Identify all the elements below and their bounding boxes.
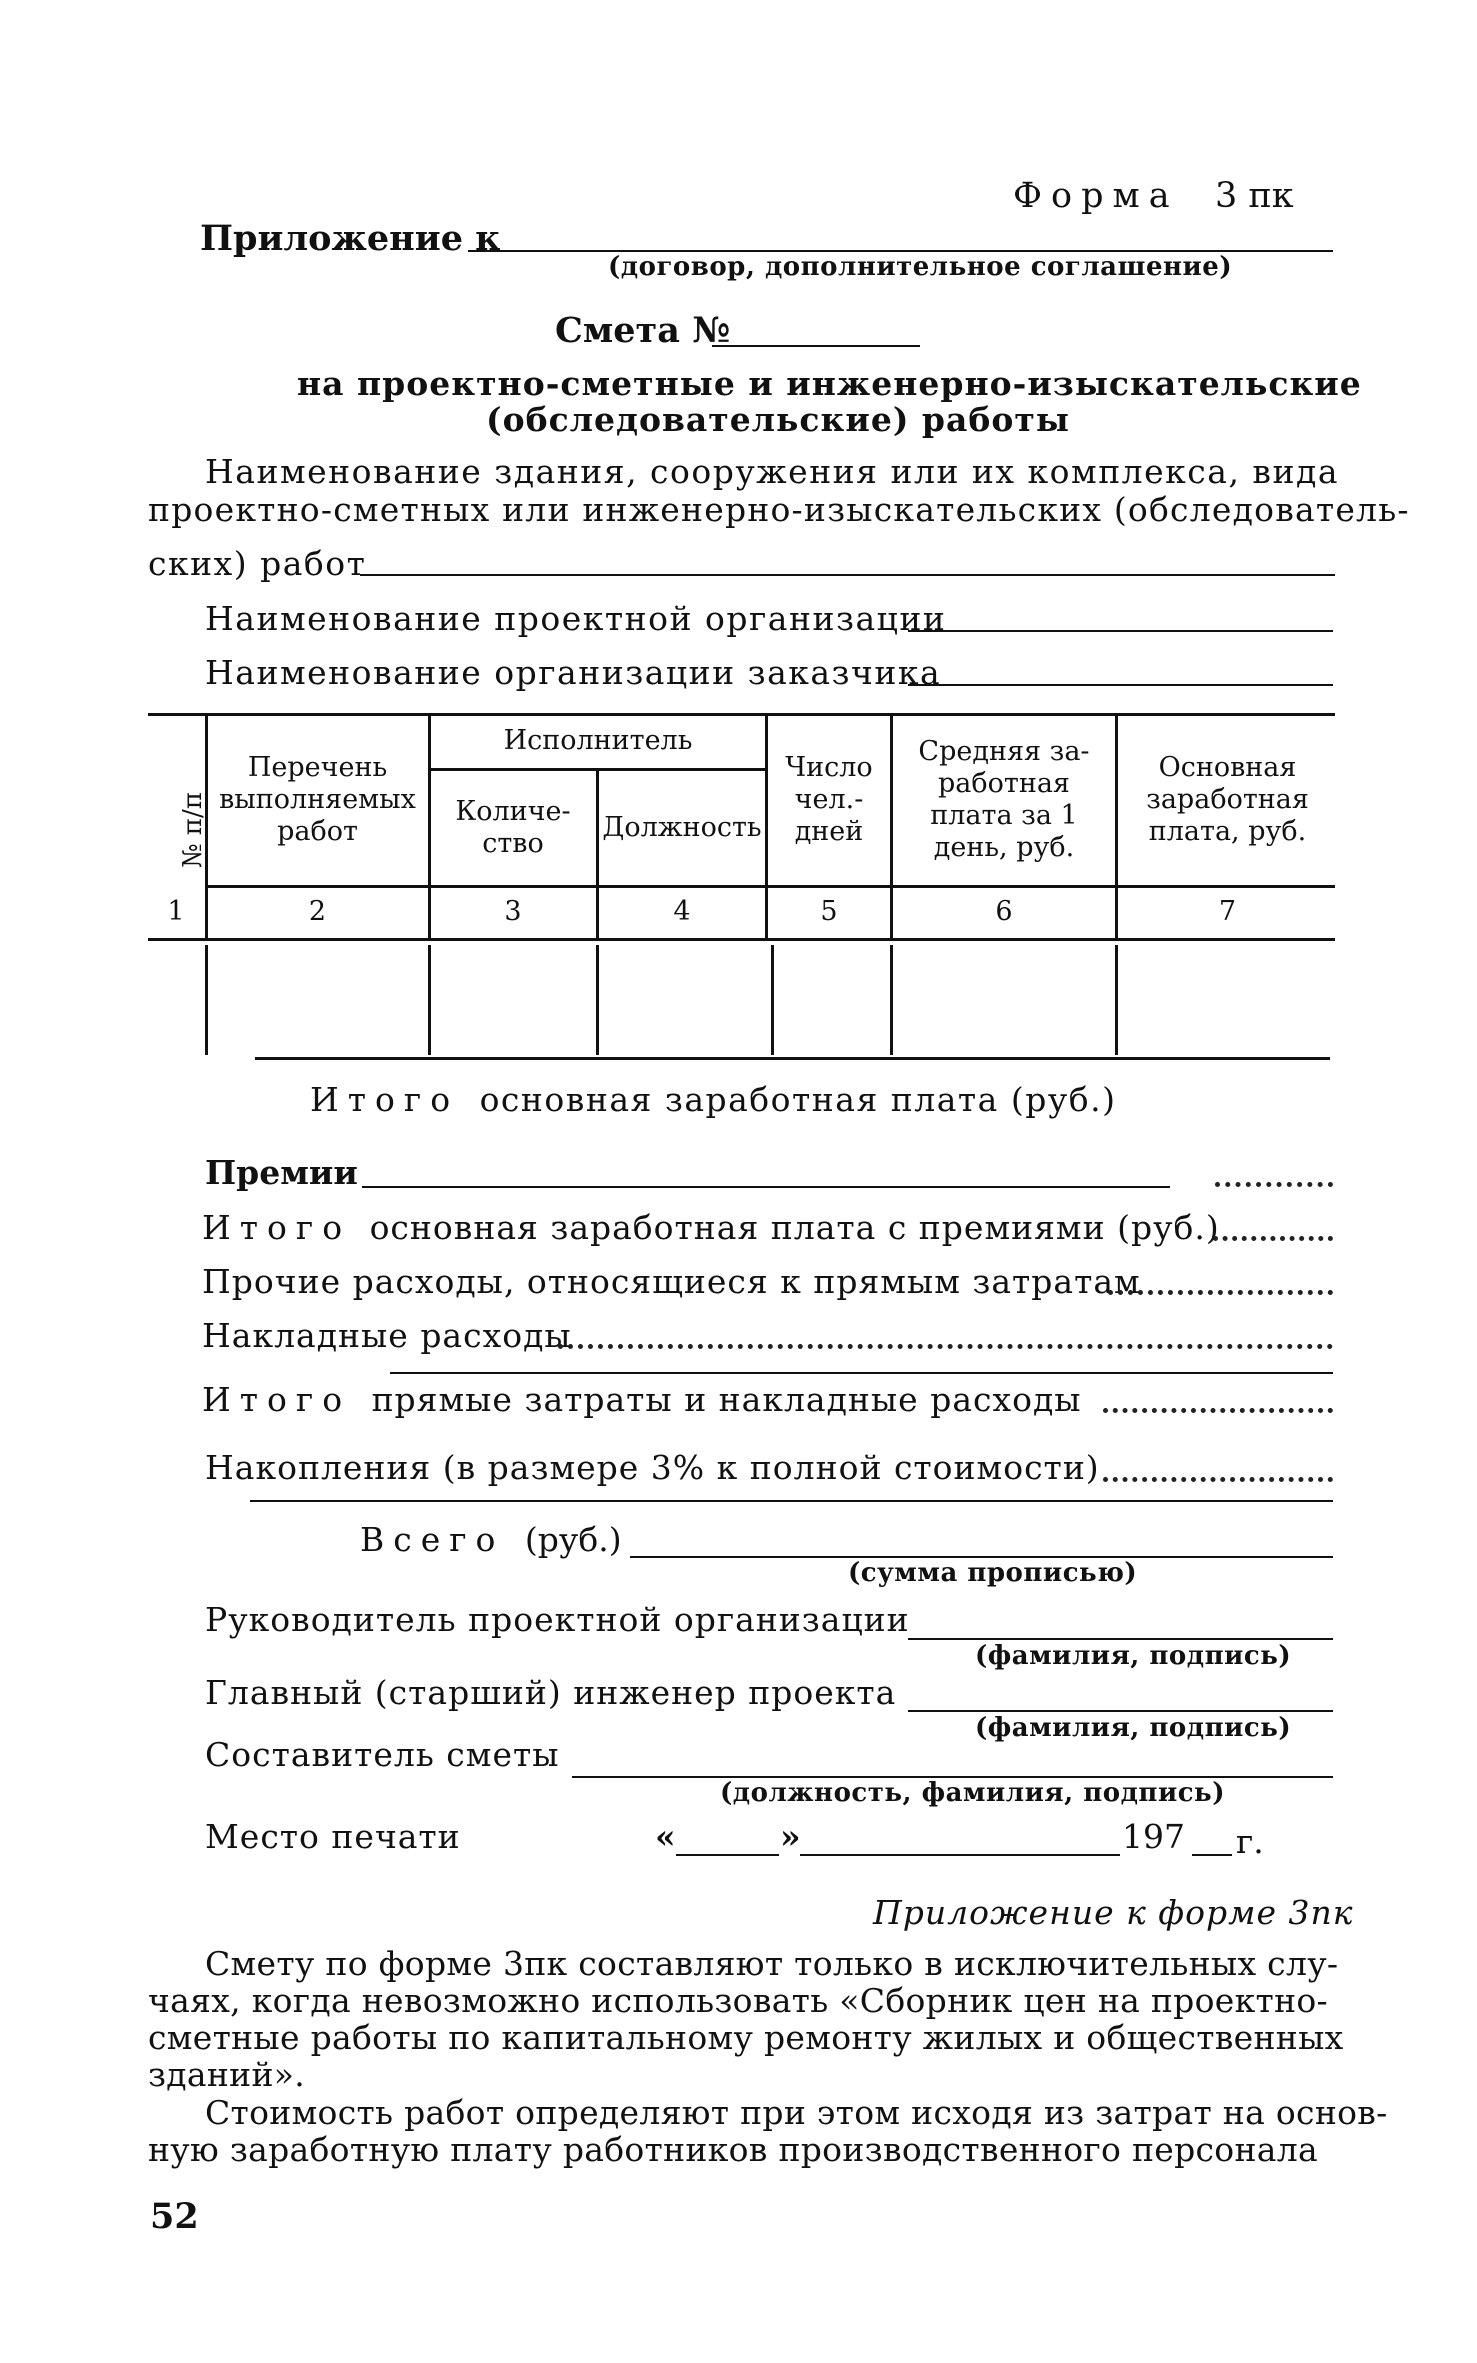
head-line (908, 1638, 1333, 1640)
intro-line-1: Наименование здания, сооружения или их комплекса, вида (205, 452, 1340, 491)
compiler-hint: (должность, фамилия, подпись) (720, 1778, 1226, 1808)
col-divider-4 (765, 713, 768, 938)
col-number-4: 4 (673, 896, 691, 928)
overhead-underline (390, 1372, 1333, 1374)
accumulation-underline (250, 1500, 1333, 1502)
col-number-2: 2 (308, 896, 327, 928)
body-divider-3 (596, 945, 599, 1055)
appendix-label: Приложение к (200, 218, 501, 259)
total-base-rest: основная заработная плата (руб.) (479, 1080, 1117, 1119)
total-with-bonus-line (202, 1208, 1220, 1247)
col-number-1: 1 (167, 896, 185, 928)
col-number-5: 5 (820, 896, 838, 928)
compiler-label: Составитель сметы (205, 1735, 560, 1774)
body-divider-6 (1115, 945, 1118, 1055)
date-month-line (800, 1854, 1120, 1856)
numbers-bottom-line (148, 938, 1335, 941)
grand-total-word: Всего (360, 1520, 505, 1559)
date-year: 197 (1122, 1817, 1185, 1856)
appendix-p2-line-2: ную заработную плату работников производственного персонала (148, 2130, 1318, 2169)
total-direct-dots (1103, 1408, 1333, 1413)
chief-engineer-label: Главный (старший) инженер проекта (205, 1673, 897, 1712)
date-year-line (1192, 1854, 1232, 1856)
appendix-p2-line-1: Стоимость работ определяют при этом исходя из затрат на основ- (205, 2093, 1388, 2132)
title-line-1: на проектно-сметные и инженерно-изыскательские (297, 364, 1362, 403)
head-label: Руководитель проектной организации (205, 1600, 910, 1639)
appendix-p1-line-2: чаях, когда невозможно использовать «Сборник цен на проектно- (148, 1981, 1328, 2020)
overhead-dots (558, 1344, 1333, 1349)
total-with-bonus-dots (1213, 1236, 1333, 1241)
page-number: 52 (150, 2196, 199, 2237)
smeta-number-line (712, 345, 920, 347)
grand-total-line (360, 1520, 622, 1559)
customer-org-label: Наименование организации заказчика (205, 653, 942, 692)
total-with-bonus-rest: основная заработная плата с премиями (руб.) (369, 1208, 1220, 1247)
other-costs-label: Прочие расходы, относящиеся к прямым затратам (202, 1262, 1141, 1301)
form-label: Форма (1013, 176, 1179, 216)
total-direct-line (202, 1380, 1082, 1419)
col-divider-2 (428, 713, 431, 938)
col-header-qty: Количе-ство (455, 795, 571, 859)
form-number: 3 пк (1215, 176, 1294, 216)
accumulation-label: Накопления (в размере 3% к полной стоимости) (205, 1448, 1100, 1487)
head-hint: (фамилия, подпись) (975, 1641, 1292, 1671)
col-divider-5 (890, 713, 893, 938)
total-base-word: Итого (310, 1080, 460, 1119)
appendix-hint: (договор, дополнительное соглашение) (608, 252, 1233, 282)
work-name-line (360, 574, 1335, 576)
design-org-label: Наименование проектной организации (205, 599, 947, 638)
date-quote-open: « (655, 1817, 676, 1856)
overhead-label: Накладные расходы (202, 1316, 572, 1355)
col-header-executor: Исполнитель (503, 725, 693, 757)
title-line-2: (обследовательские) работы (486, 400, 1070, 439)
col-header-position: Должность (602, 811, 762, 843)
total-direct-rest: прямые затраты и накладные расходы (371, 1380, 1082, 1419)
body-divider-5 (890, 945, 893, 1055)
accumulation-dots (1103, 1477, 1333, 1482)
date-day-line (676, 1854, 779, 1856)
col-header-work: Перечень выполняемых работ (219, 752, 416, 847)
bonuses-dots (1215, 1182, 1333, 1187)
other-costs-dots (1108, 1290, 1333, 1295)
col-number-3: 3 (504, 896, 522, 928)
appendix-p1-line-1: Смету по форме 3пк составляют только в исключительных слу- (205, 1944, 1339, 1983)
bonuses-label: Премии (205, 1153, 358, 1192)
bonuses-line (362, 1186, 1170, 1188)
col-header-base-pay: Основная заработная плата, руб. (1146, 752, 1309, 847)
seal-label: Место печати (205, 1817, 461, 1856)
col-divider-6 (1115, 713, 1118, 938)
col-number-7: 7 (1218, 896, 1237, 928)
col-header-avg-pay: Средняя за-работная плата за 1 день, руб. (918, 736, 1090, 863)
total-with-bonus-word: Итого (202, 1208, 352, 1247)
grand-total-rest: (руб.) (524, 1520, 622, 1559)
date-year-suffix: г. (1236, 1822, 1264, 1861)
total-base-line (310, 1080, 1116, 1119)
col-divider-3 (596, 768, 599, 938)
intro-line-2: проектно-сметных или инженерно-изыскательских (обследователь- (148, 490, 1410, 529)
body-divider-4 (771, 945, 774, 1055)
col-header-days: Число чел.-дней (785, 752, 873, 847)
appendix-p1-line-3: сметные работы по капитальному ремонту жилых и общественных (148, 2018, 1344, 2057)
total-direct-word: Итого (202, 1380, 352, 1419)
col-number-6: 6 (995, 896, 1013, 928)
date-quote-close: » (780, 1817, 801, 1856)
table-bottom-line (255, 1057, 1330, 1060)
customer-org-line (908, 684, 1333, 686)
appendix-heading: Приложение к форме 3пк (873, 1893, 1354, 1932)
body-divider-2 (428, 945, 431, 1055)
body-divider-1 (205, 945, 208, 1055)
design-org-line (908, 630, 1333, 632)
smeta-title: Смета № (555, 310, 731, 351)
chief-engineer-hint: (фамилия, подпись) (975, 1713, 1292, 1743)
appendix-p1-line-4: зданий». (148, 2055, 306, 2094)
sum-hint: (сумма прописью) (848, 1558, 1138, 1588)
intro-line-3: ских) работ (148, 544, 367, 583)
chief-engineer-line (908, 1710, 1333, 1712)
